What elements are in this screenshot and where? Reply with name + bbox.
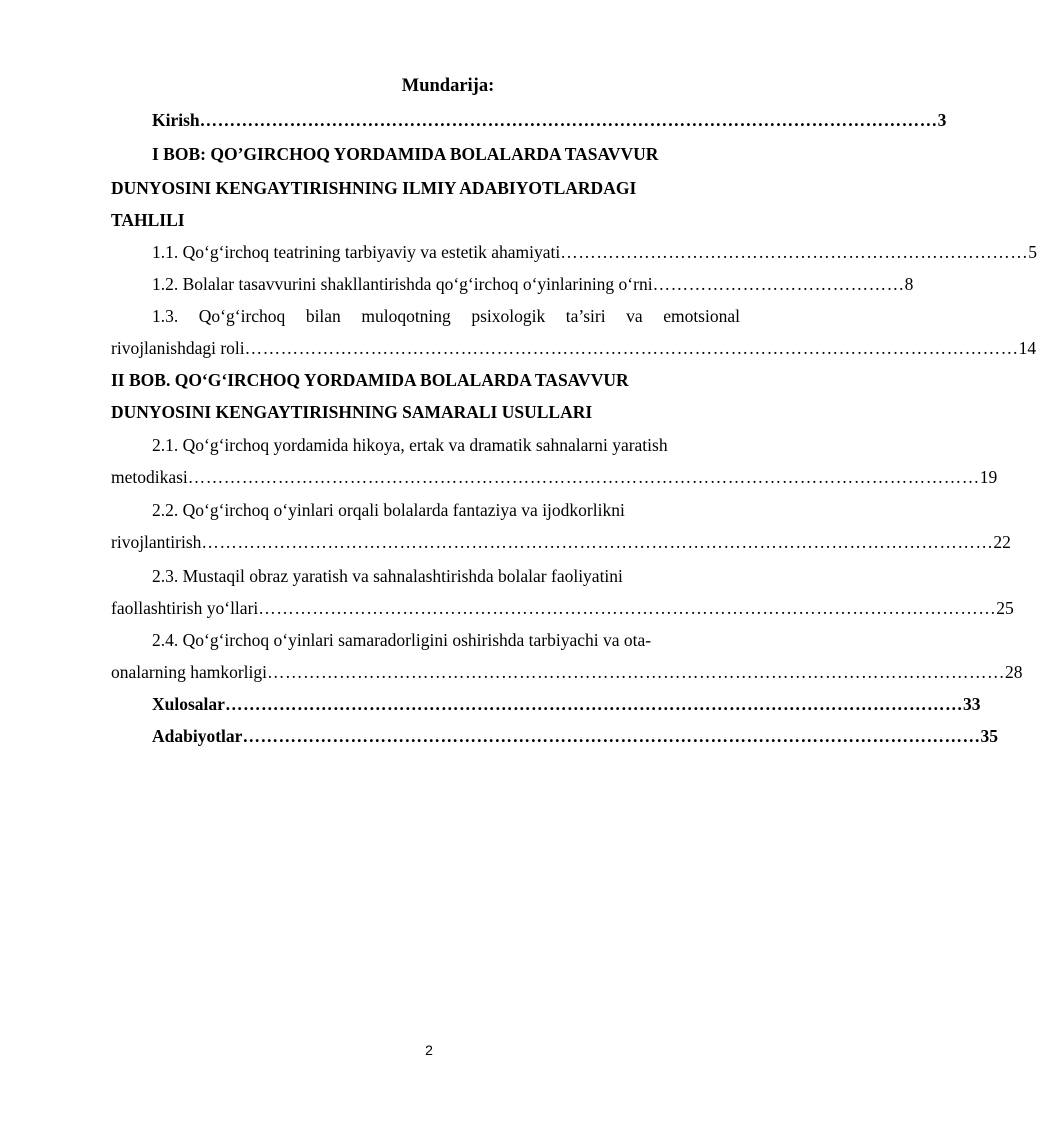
toc-entry-label: 1.1. Qo‘g‘irchoq teatrining tarbiyaviy va estetik ahamiyati (152, 242, 561, 262)
toc-entry-2-4-line-1[interactable]: 2.4. Qo‘g‘irchoq o‘yinlari samaradorligini oshirishda tarbiyachi va ota- (152, 630, 652, 650)
toc-leader-dots: ………………………………………………………………………………………………………………… (244, 338, 1019, 358)
toc-entry-conclusions[interactable] (152, 692, 981, 716)
toc-entry-2-2-line-1[interactable]: 2.2. Qo‘g‘irchoq o‘yinlari orqali bolalarda fantaziya va ijodkorlikni (152, 500, 625, 520)
toc-entry-label: rivojlantirish (111, 532, 202, 552)
chapter-2-heading-line-2: DUNYOSINI KENGAYTIRISHNING SAMARALI USULLARI (111, 402, 593, 422)
toc-entry-2-2-line-2[interactable] (111, 530, 1011, 554)
toc-entry-1-1[interactable] (152, 240, 1037, 264)
toc-entry-1-2[interactable] (152, 272, 914, 296)
toc-entry-references[interactable] (152, 724, 998, 748)
toc-entry-label: Kirish (152, 110, 200, 130)
toc-leader-dots: …………………………………………………………………………………………………………… (224, 694, 963, 714)
chapter-1-heading-line-3: TAHLILI (111, 210, 185, 230)
toc-page-number: 14 (1018, 338, 1037, 358)
chapter-1-heading-line-2: DUNYOSINI KENGAYTIRISHNING ILMIY ADABIYOTLARDAGI (111, 178, 637, 198)
toc-leader-dots: …………………………………………………………………… (560, 242, 1029, 262)
toc-page-number: 35 (980, 726, 998, 746)
toc-page-number: 28 (1005, 662, 1023, 682)
toc-entry-intro[interactable] (152, 108, 947, 132)
toc-page-number: 33 (962, 694, 981, 714)
toc-leader-dots: …………………………………………………………………………………………………………………… (201, 532, 994, 552)
toc-title: Mundarija: (401, 76, 495, 96)
toc-entry-2-3-line-1[interactable]: 2.3. Mustaqil obraz yaratish va sahnalashtirishda bolalar faoliyatini (152, 566, 623, 586)
toc-entry-2-1-line-1[interactable]: 2.1. Qo‘g‘irchoq yordamida hikoya, ertak va dramatik sahnalarni yaratish (152, 435, 668, 455)
toc-page-number: 19 (979, 467, 998, 487)
chapter-1-heading-line-1: I BOB: QO’GIRCHOQ YORDAMIDA BOLALARDA TASAVVUR (152, 144, 659, 164)
toc-entry-label: rivojlanishdagi roli (111, 338, 245, 358)
toc-page-number: 3 (937, 110, 947, 130)
toc-entry-1-3-line-1[interactable]: 1.3. Qo‘g‘irchoq bilan muloqotning psixologik ta’siri va emotsional (152, 306, 740, 326)
toc-leader-dots: …………………………………………………………………………………………………………… (267, 662, 1006, 682)
toc-leader-dots: …………………………………… (652, 274, 905, 294)
toc-entry-2-3-line-2[interactable] (111, 596, 1014, 620)
toc-entry-label: Adabiyotlar (152, 726, 243, 746)
toc-entry-label: onalarning hamkorligi (111, 662, 268, 682)
chapter-2-heading-line-1: II BOB. QO‘G‘IRCHOQ YORDAMIDA BOLALARDA TASAVVUR (111, 370, 629, 390)
toc-page-number: 8 (904, 274, 914, 294)
toc-entry-label: faollashtirish yo‘llari (111, 598, 259, 618)
toc-leader-dots: …………………………………………………………………………………………………………… (199, 110, 938, 130)
toc-page-number: 25 (996, 598, 1014, 618)
toc-entry-1-3-line-2[interactable] (111, 336, 1037, 360)
toc-page-number: 5 (1028, 242, 1037, 262)
toc-entry-label: metodikasi (111, 467, 188, 487)
toc-leader-dots: …………………………………………………………………………………………………………… (242, 726, 981, 746)
toc-entry-2-4-line-2[interactable] (111, 660, 1023, 684)
toc-page-number: 22 (993, 532, 1011, 552)
page-number: 2 (425, 1042, 433, 1058)
toc-entry-label: Xulosalar (152, 694, 225, 714)
toc-entry-2-1-line-2[interactable] (111, 465, 998, 489)
toc-entry-label: 1.2. Bolalar tasavvurini shakllantirishda qo‘g‘irchoq o‘yinlarining o‘rni (152, 274, 653, 294)
toc-leader-dots: …………………………………………………………………………………………………………………… (187, 467, 980, 487)
toc-leader-dots: …………………………………………………………………………………………………………… (258, 598, 997, 618)
